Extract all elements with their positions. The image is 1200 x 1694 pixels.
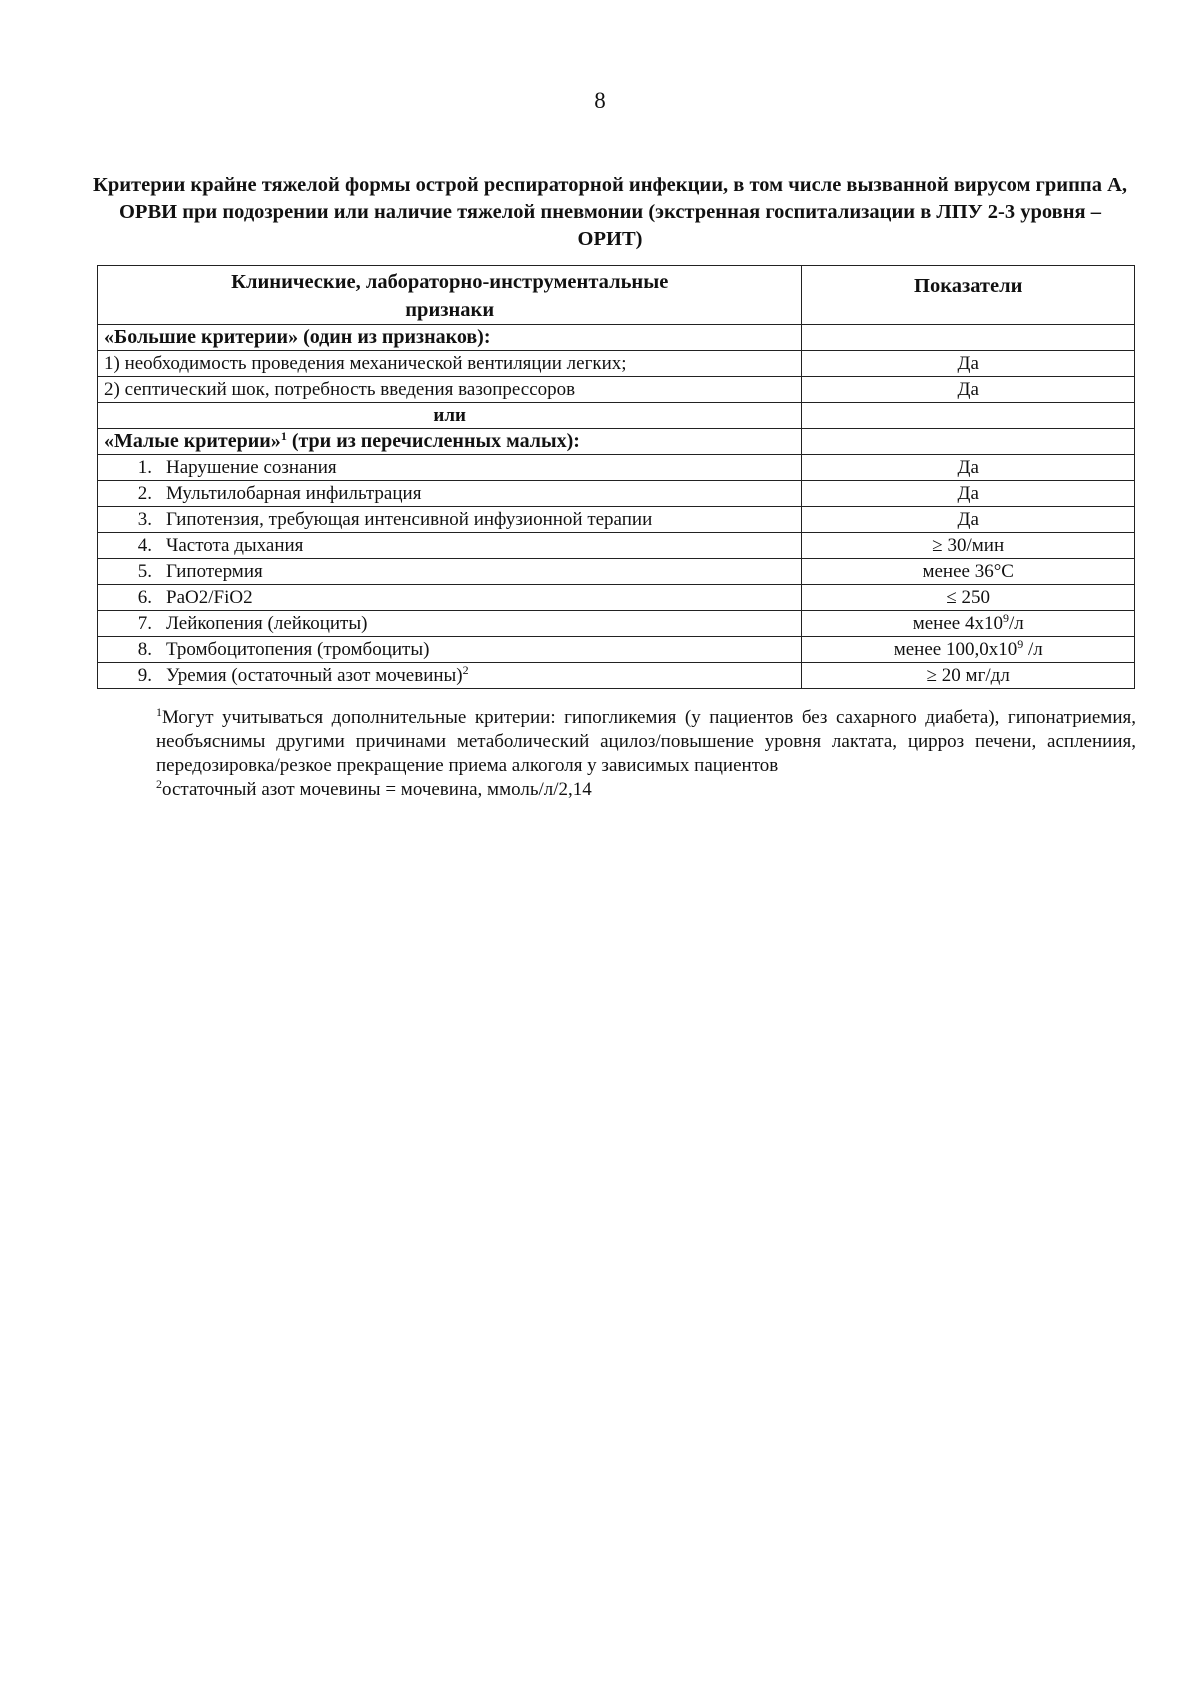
- table-header-row: [98, 266, 1135, 325]
- footnote-2: [156, 778, 1136, 802]
- minor-criterion-label: [98, 663, 802, 689]
- minor-criterion-number: 5.: [137, 561, 152, 582]
- minor-criterion-label: [98, 481, 802, 507]
- minor-criterion-value: [802, 481, 1135, 507]
- minor-criterion-number: 1.: [137, 457, 152, 478]
- table-row: [98, 611, 1135, 637]
- minor-criterion-text: PaO2/FiO2: [166, 587, 253, 608]
- minor-criterion-label: [98, 533, 802, 559]
- minor-criterion-value: [802, 455, 1135, 481]
- minor-criterion-value: [802, 585, 1135, 611]
- table-row: [98, 585, 1135, 611]
- minor-criterion-value-text: Да: [957, 483, 979, 504]
- minor-criterion-label: [98, 559, 802, 585]
- minor-criterion-number: 4.: [137, 535, 152, 556]
- footnote-2-mark: 2: [156, 777, 162, 791]
- footnote-1-text: Могут учитываться дополнительные критерии: гипогликемия (у пациентов без сахарного диабета), гипонатриемия, необъяснимы другими причинами метаболический ацилоз/повышение уровня лактата, цирроз печени, асплениия, передозировка/резкое прекращение приема алкоголя у зависимых пациентов: [156, 707, 1136, 776]
- major-criterion-value: Да: [802, 351, 1135, 377]
- footnote-2-text: остаточный азот мочевины = мочевина, ммоль/л/2,14: [162, 779, 592, 800]
- minor-criterion-value-exponent: 9: [1017, 637, 1024, 651]
- major-criterion-label: 2) септический шок, потребность введения вазопрессоров: [98, 377, 802, 403]
- major-criterion-label: 1) необходимость проведения механической вентиляции легких;: [98, 351, 802, 377]
- minor-criteria-heading: [98, 429, 802, 455]
- table-row: [98, 351, 1135, 377]
- minor-criterion-number: 3.: [137, 509, 152, 530]
- minor-criterion-label: [98, 637, 802, 663]
- major-criterion-value: Да: [802, 377, 1135, 403]
- footnote-1-mark: 1: [156, 705, 162, 719]
- table-row: [98, 559, 1135, 585]
- minor-criterion-value-text: ≥ 20 мг/дл: [926, 665, 1010, 686]
- minor-criterion-text: Нарушение сознания: [166, 457, 337, 478]
- minor-criterion-number: 9.: [137, 665, 152, 686]
- minor-criterion-text: Лейкопения (лейкоциты): [166, 613, 368, 634]
- table-row: [98, 377, 1135, 403]
- minor-criteria-heading-row: [98, 429, 1135, 455]
- footnote-1: [156, 706, 1136, 778]
- minor-criterion-text: Гипотензия, требующая интенсивной инфузионной терапии: [166, 509, 653, 530]
- minor-heading-text: «Малые критерии»: [104, 430, 281, 452]
- minor-criterion-value-unit: /л: [1008, 613, 1024, 634]
- minor-criterion-label: [98, 507, 802, 533]
- minor-criterion-value: [802, 637, 1135, 663]
- minor-criterion-value-text: менее 4х10: [912, 613, 1003, 634]
- minor-criteria-heading-value: [802, 429, 1135, 455]
- minor-heading-footnote-mark: 1: [280, 429, 287, 443]
- page-number: 8: [594, 88, 606, 113]
- minor-criterion-label: [98, 611, 802, 637]
- minor-criterion-label: [98, 455, 802, 481]
- minor-criterion-value-text: Да: [957, 457, 979, 478]
- minor-criterion-number: 7.: [137, 613, 152, 634]
- minor-criterion-value: [802, 507, 1135, 533]
- document-title: Критерии крайне тяжелой формы острой респираторной инфекции, в том числе вызванной вирусом гриппа А, ОРВИ при подозрении или наличие тяжелой пневмонии (экстренная госпитализации в ЛПУ 2-3 уровня – ОРИТ): [92, 174, 1127, 250]
- header-signs-text: Клинические, лабораторно-инструментальные признаки: [231, 271, 669, 321]
- major-criteria-heading-value: [802, 325, 1135, 351]
- table-row: [98, 637, 1135, 663]
- or-label: или: [98, 403, 802, 429]
- minor-criterion-number: 8.: [137, 639, 152, 660]
- minor-criterion-value-text: ≤ 250: [946, 587, 991, 608]
- minor-criterion-value-text: менее 36°С: [922, 561, 1014, 582]
- minor-criterion-text: Гипотермия: [166, 561, 263, 582]
- minor-criterion-text: Уремия (остаточный азот мочевины): [166, 665, 463, 686]
- minor-criterion-number: 2.: [137, 483, 152, 504]
- criteria-table: [97, 265, 1135, 689]
- header-signs: [98, 266, 802, 325]
- minor-criterion-label: [98, 585, 802, 611]
- or-row: [98, 403, 1135, 429]
- minor-criterion-value: [802, 611, 1135, 637]
- minor-heading-suffix: (три из перечисленных малых):: [286, 430, 580, 452]
- minor-criterion-value-text: ≥ 30/мин: [932, 535, 1005, 556]
- table-row: [98, 481, 1135, 507]
- footnotes: [156, 706, 1136, 802]
- table-row: [98, 507, 1135, 533]
- minor-criterion-text: Частота дыхания: [166, 535, 304, 556]
- minor-criterion-value-unit: /л: [1023, 639, 1043, 660]
- minor-criterion-footnote-mark: 2: [462, 663, 469, 677]
- minor-criterion-value: [802, 559, 1135, 585]
- minor-criterion-text: Тромбоцитопения (тромбоциты): [166, 639, 430, 660]
- minor-criterion-value: [802, 663, 1135, 689]
- minor-criterion-value-exponent: 9: [1002, 611, 1009, 625]
- table-row: [98, 533, 1135, 559]
- table-row: [98, 663, 1135, 689]
- major-criteria-heading: «Большие критерии» (один из признаков):: [98, 325, 802, 351]
- minor-criterion-text: Мультилобарная инфильтрация: [166, 483, 422, 504]
- major-criteria-heading-row: [98, 325, 1135, 351]
- or-value: [802, 403, 1135, 429]
- header-indicators: Показатели: [802, 266, 1135, 325]
- table-row: [98, 455, 1135, 481]
- minor-criterion-value-text: Да: [957, 509, 979, 530]
- minor-criterion-number: 6.: [137, 587, 152, 608]
- minor-criterion-value-text: менее 100,0х10: [893, 639, 1018, 660]
- minor-criterion-value: [802, 533, 1135, 559]
